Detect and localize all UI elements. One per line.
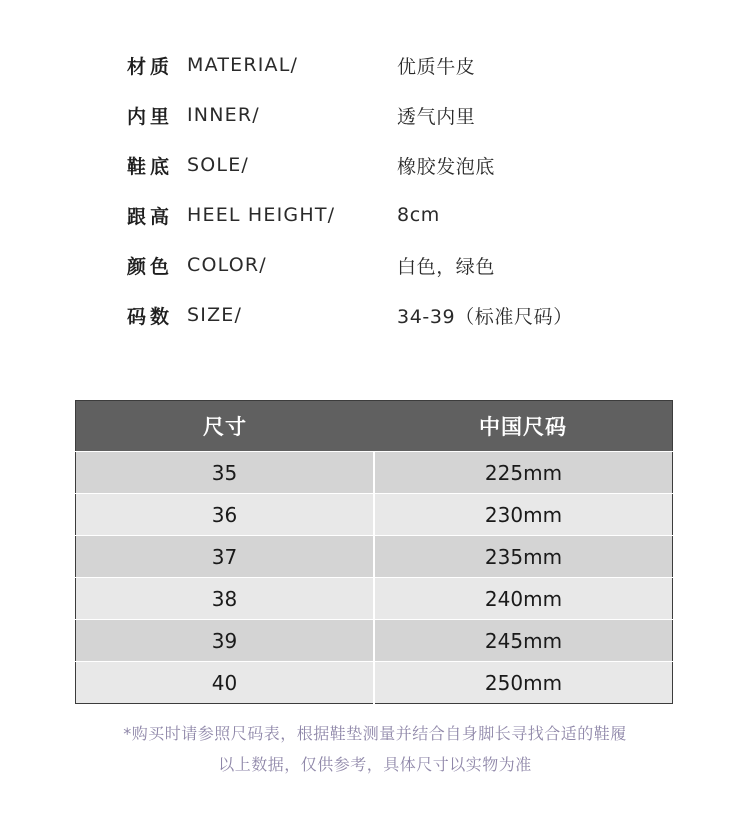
- spec-label-en: SOLE/: [187, 154, 250, 176]
- size-note-line-1: *购买时请参照尺码表，根据鞋垫测量并结合自身脚长寻找合适的鞋履: [123, 724, 627, 743]
- length-cell: 250mm: [374, 662, 673, 704]
- spec-label-cn: 材质: [127, 55, 174, 78]
- table-row: [76, 452, 673, 494]
- spec-label-en: INNER/: [187, 104, 260, 126]
- spec-label-en: MATERIAL/: [187, 54, 299, 76]
- spec-value: 白色，绿色: [397, 255, 496, 278]
- spec-row-color: [127, 240, 687, 290]
- size-note-line-2: 以上数据，仅供参考，具体尺寸以实物为准: [218, 755, 532, 774]
- table-row: [76, 620, 673, 662]
- spec-label-cn: 颜色: [127, 255, 174, 278]
- size-cell: 38: [76, 578, 375, 620]
- table-row: [76, 578, 673, 620]
- spec-label-cn: 内里: [127, 105, 174, 128]
- table-header-row: [76, 401, 673, 452]
- table-row: [76, 662, 673, 704]
- size-cell: 39: [76, 620, 375, 662]
- size-cell: 36: [76, 494, 375, 536]
- length-cell: 225mm: [374, 452, 673, 494]
- size-cell: 35: [76, 452, 375, 494]
- length-cell: 240mm: [374, 578, 673, 620]
- spec-list: [127, 40, 687, 340]
- table-row: [76, 494, 673, 536]
- spec-value: 8cm: [397, 204, 440, 226]
- spec-row-size: [127, 290, 687, 340]
- spec-value: 橡胶发泡底: [397, 155, 496, 178]
- length-cell: 235mm: [374, 536, 673, 578]
- table-row: [76, 536, 673, 578]
- spec-label-cn: 跟高: [127, 205, 174, 228]
- length-cell: 245mm: [374, 620, 673, 662]
- spec-label-en: COLOR/: [187, 254, 267, 276]
- spec-label-cn: 鞋底: [127, 155, 174, 178]
- column-header-china-size: 中国尺码: [374, 401, 673, 452]
- spec-value: 透气内里: [397, 105, 476, 128]
- length-cell: 230mm: [374, 494, 673, 536]
- size-cell: 40: [76, 662, 375, 704]
- spec-value: 优质牛皮: [397, 55, 476, 78]
- size-chart-table: [75, 400, 673, 704]
- spec-value: 34-39（标准尺码）: [397, 305, 573, 328]
- spec-row-heel-height: [127, 190, 687, 240]
- spec-label-en: HEEL HEIGHT/: [187, 204, 336, 226]
- spec-label-en: SIZE/: [187, 304, 243, 326]
- size-cell: 37: [76, 536, 375, 578]
- column-header-size: 尺寸: [76, 401, 375, 452]
- spec-row-sole: [127, 140, 687, 190]
- spec-row-inner: [127, 90, 687, 140]
- spec-row-material: [127, 40, 687, 90]
- spec-label-cn: 码数: [127, 305, 174, 328]
